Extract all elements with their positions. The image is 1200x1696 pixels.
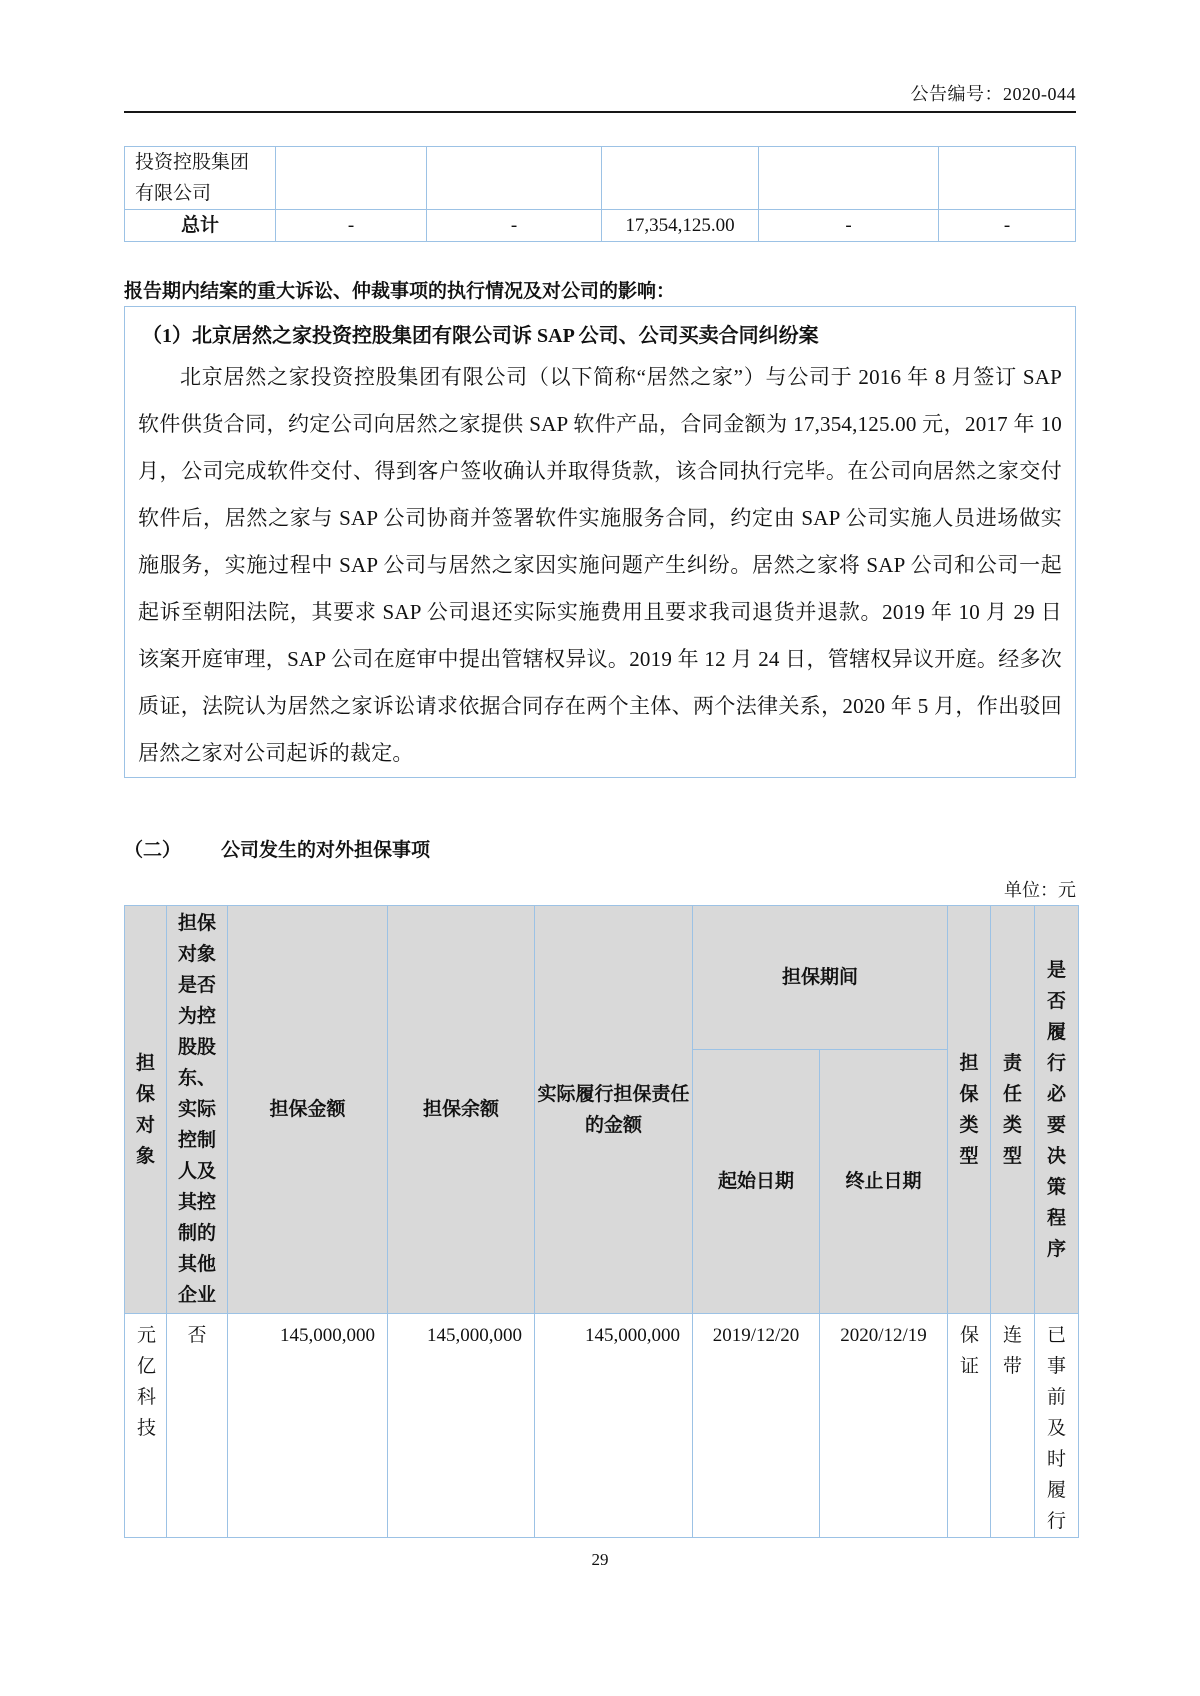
header-end-date: 终止日期 (820, 1050, 948, 1314)
table-cell (759, 147, 939, 210)
guarantee-table (124, 905, 1079, 1538)
table-row (125, 147, 1076, 210)
cell-guarantee-type: 保证 (948, 1314, 991, 1538)
header-actual-performed: 实际履行担保责任的金额 (535, 906, 693, 1314)
cell-balance: 145,000,000 (388, 1314, 535, 1538)
cell-target: 元亿科技 (125, 1314, 167, 1538)
cell-liability-type: 连带 (991, 1314, 1035, 1538)
cell-related: 否 (167, 1314, 228, 1538)
plaintiff-name-cell: 投资控股集团有限公司 (125, 147, 276, 210)
table-cell: - (276, 210, 427, 242)
table-cell (939, 147, 1076, 210)
header-rule (124, 111, 1076, 113)
header-guarantee-target: 担保对象 (125, 906, 167, 1314)
cell-amount: 145,000,000 (228, 1314, 388, 1538)
unit-label: 单位：元 (1004, 880, 1076, 900)
cell-start-date: 2019/12/20 (693, 1314, 820, 1538)
guarantee-data-row (125, 1314, 1079, 1538)
header-guarantee-balance: 担保余额 (388, 906, 535, 1314)
prior-litigation-table (124, 146, 1076, 242)
section-index: （二） (124, 840, 182, 861)
notice-number: 公告编号：2020-044 (910, 84, 1076, 104)
table-cell: - (427, 210, 602, 242)
case-paragraph: 北京居然之家投资控股集团有限公司（以下简称“居然之家”）与公司于 2016 年 8 月签订 SAP 软件供货合同，约定公司向居然之家提供 SAP 软件产品，合同金额为 17,354,125.00 元，2017 年 10 月，公司完成软件交付、得到客户签收确认并取得货款，该合同执行完毕。在公司向居然之家交付软件后，居然之家与 SAP 公司协商并签署软件实施服务合同，约定由 SAP 公司实施人员进场做实施服务，实施过程中 SAP 公司与居然之家因实施问题产生纠纷。居然之家将 SAP 公司和公司一起起诉至朝阳法院，其要求 SAP 公司退还实际实施费用且要求我司退货并退款。2019 年 10 月 29 日该案开庭审理，SAP 公司在庭审中提出管辖权异议。2019 年 12 月 24 日，管辖权异议开庭。经多次质证，法院认为居然之家诉讼请求依据合同存在两个主体、两个法律关系，2020 年 5 月，作出驳回居然之家对公司起诉的裁定。 (138, 365, 1062, 765)
litigation-section-heading: 报告期内结案的重大诉讼、仲裁事项的执行情况及对公司的影响： (124, 281, 676, 302)
header-row-1 (125, 906, 1079, 1050)
cell-actual: 145,000,000 (535, 1314, 693, 1538)
header-decision-procedure: 是否履行必要决策程序 (1035, 906, 1079, 1314)
header-guarantee-amount: 担保金额 (228, 906, 388, 1314)
case-box (124, 306, 1076, 778)
header-guarantee-type: 担保类型 (948, 906, 991, 1314)
header-liability-type: 责任类型 (991, 906, 1035, 1314)
cell-procedure: 已事前及时履行 (1035, 1314, 1079, 1538)
table-cell (276, 147, 427, 210)
page-number: 29 (591, 1550, 609, 1569)
table-cell: - (939, 210, 1076, 242)
guarantee-section-heading (124, 835, 430, 862)
table-row-total (125, 210, 1076, 242)
total-label-cell: 总计 (125, 210, 276, 242)
header-related-party: 担保对象是否为控股股东、实际控制人及其控制的其他企业 (167, 906, 228, 1314)
case-title: （1）北京居然之家投资控股集团有限公司诉 SAP 公司、公司买卖合同纠纷案 (142, 325, 819, 347)
cell-end-date: 2020/12/19 (820, 1314, 948, 1538)
header-start-date: 起始日期 (693, 1050, 820, 1314)
total-amount-cell: 17,354,125.00 (602, 210, 759, 242)
header-guarantee-period: 担保期间 (693, 906, 948, 1050)
table-cell: - (759, 210, 939, 242)
section-title: 公司发生的对外担保事项 (221, 840, 431, 861)
table-cell (602, 147, 759, 210)
table-cell (427, 147, 602, 210)
